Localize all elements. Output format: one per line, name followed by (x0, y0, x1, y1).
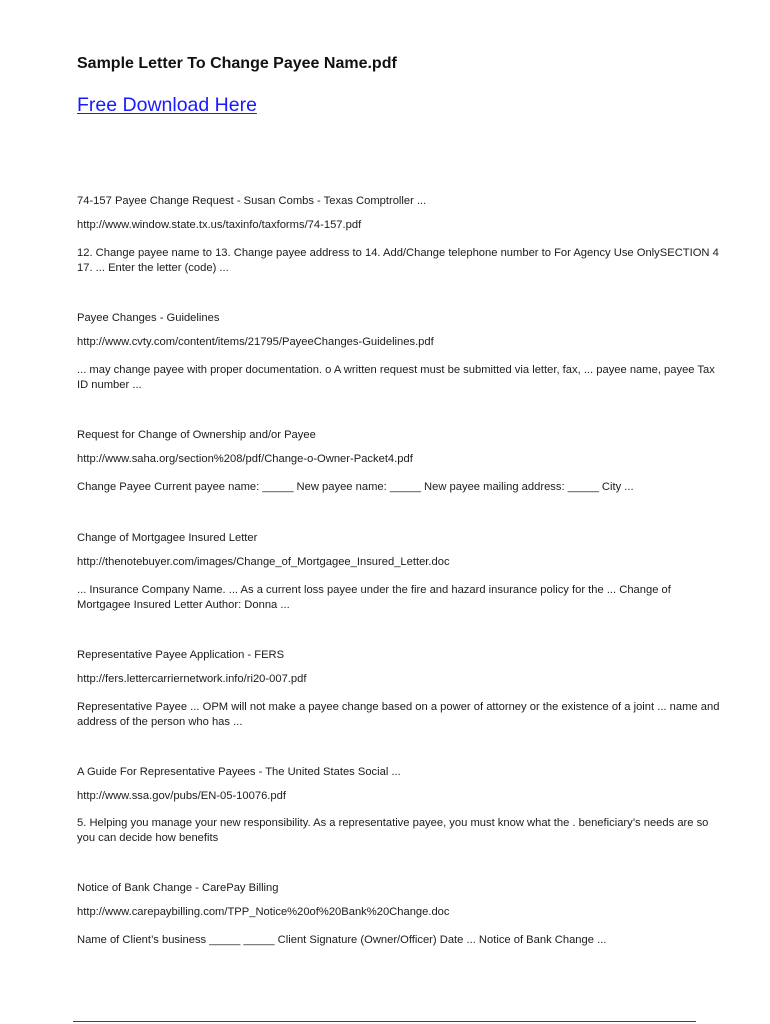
result-url: http://www.window.state.tx.us/taxinfo/taxforms/74-157.pdf (77, 219, 362, 231)
result-snippet: ... Insurance Company Name. ... As a current loss payee under the fire and hazard insurance policy for the ... Change of Mortgagee Insured Letter Author: Donna ... (77, 584, 671, 611)
result-snippet: 5. Helping you manage your new responsibility. As a representative payee, you must know what the . beneficiary’s needs are so you can decide how benefits (77, 817, 709, 844)
footer-divider (73, 1021, 696, 1022)
result-snippet: Change Payee Current payee name: _____ New payee name: _____ New payee mailing address: _____ City ... (77, 481, 634, 493)
result-heading: Notice of Bank Change - CarePay Billing (77, 882, 279, 894)
result-heading: Change of Mortgagee Insured Letter (77, 532, 258, 544)
result-snippet: 12. Change payee name to 13. Change payee address to 14. Add/Change telephone number to For Agency Use OnlySECTION 4 17. ... Enter the letter (code) ... (77, 247, 719, 274)
result-heading: 74-157 Payee Change Request - Susan Combs - Texas Comptroller ... (77, 195, 427, 207)
result-url: http://www.cvty.com/content/items/21795/PayeeChanges-Guidelines.pdf (77, 336, 434, 348)
result-snippet: Representative Payee ... OPM will not make a payee change based on a power of attorney or the existence of a joint ... name and address of the person who has ... (77, 701, 720, 728)
result-snippet: ... may change payee with proper documentation. o A written request must be submitted via letter, fax, ... payee name, payee Tax ID number ... (77, 364, 715, 391)
result-url: http://www.carepaybilling.com/TPP_Notice%20of%20Bank%20Change.doc (77, 906, 450, 918)
document-title: Sample Letter To Change Payee Name.pdf (77, 55, 397, 72)
result-url: http://www.ssa.gov/pubs/EN-05-10076.pdf (77, 790, 286, 802)
free-download-link[interactable]: Free Download Here (77, 94, 257, 116)
result-url: http://www.saha.org/section%208/pdf/Change-o-Owner-Packet4.pdf (77, 453, 413, 465)
result-snippet: Name of Client’s business _____ _____ Client Signature (Owner/Officer) Date ... Notice of Bank Change ... (77, 934, 607, 946)
result-heading: Representative Payee Application - FERS (77, 649, 285, 661)
result-url: http://fers.lettercarriernetwork.info/ri20-007.pdf (77, 673, 307, 685)
result-url: http://thenotebuyer.com/images/Change_of_Mortgagee_Insured_Letter.doc (77, 556, 450, 568)
result-heading: A Guide For Representative Payees - The United States Social ... (77, 766, 401, 778)
result-heading: Payee Changes - Guidelines (77, 312, 220, 324)
result-heading: Request for Change of Ownership and/or Payee (77, 429, 316, 441)
